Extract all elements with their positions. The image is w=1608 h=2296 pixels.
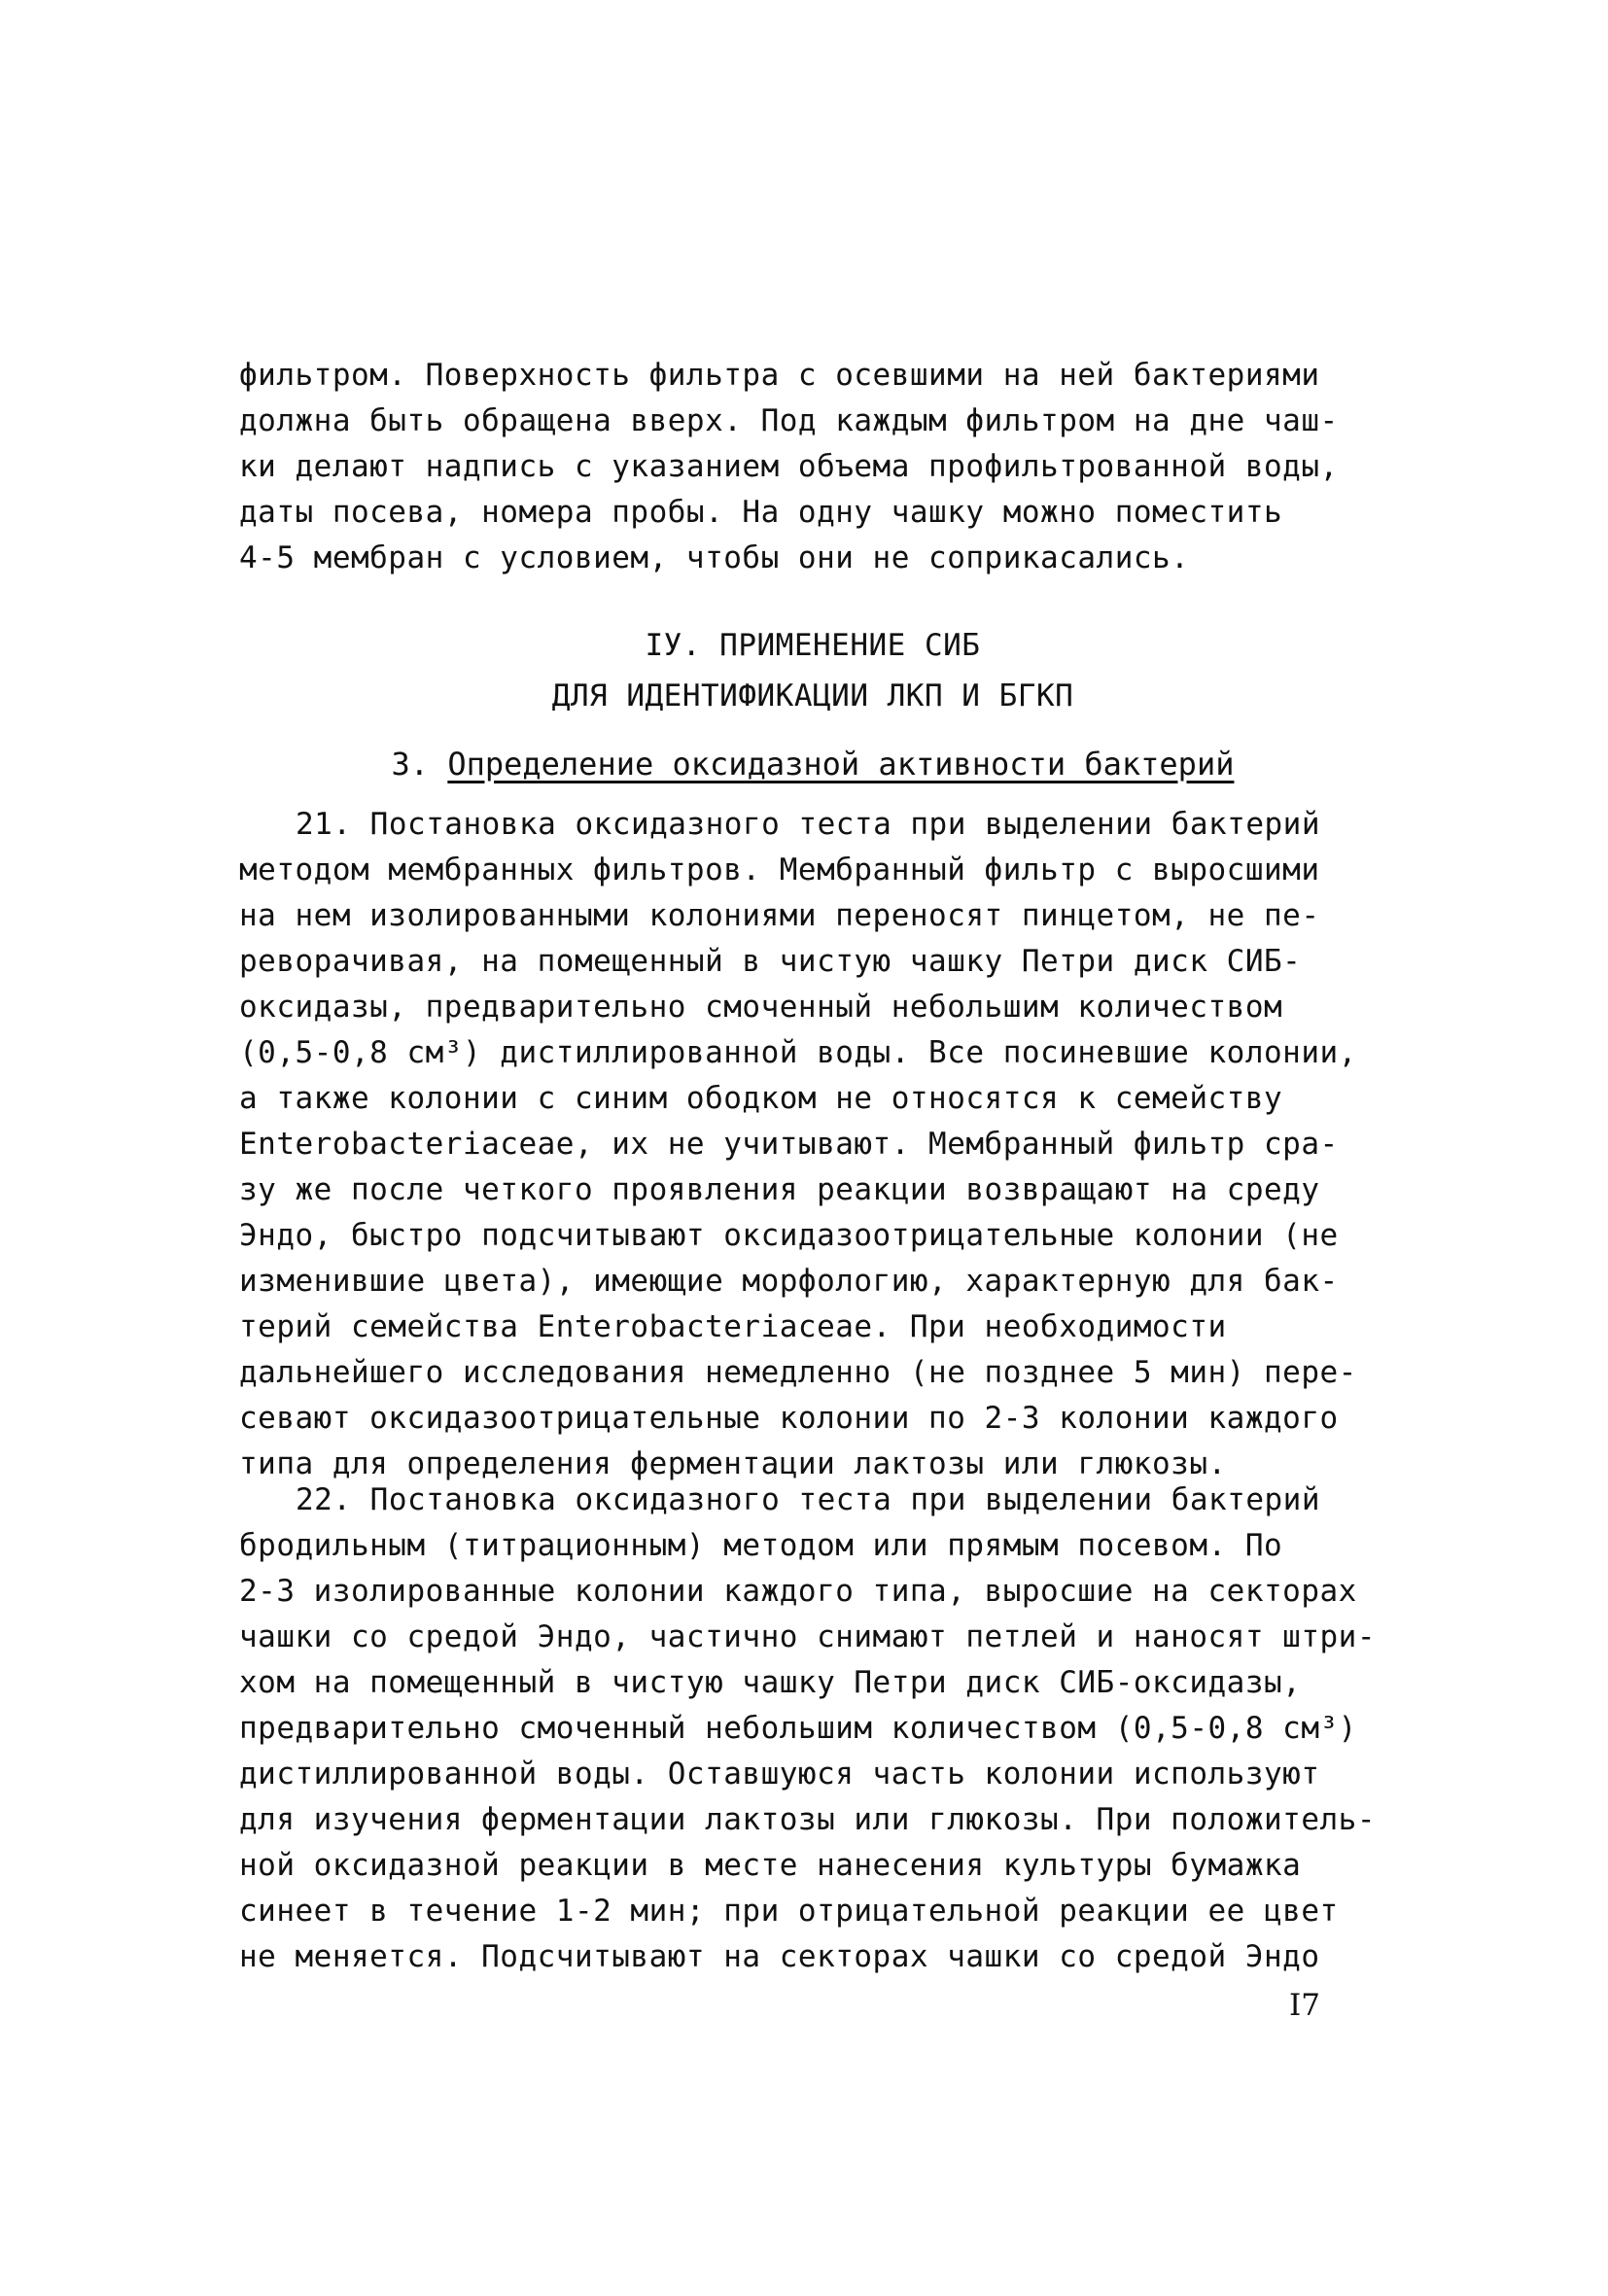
text-line: ки делают надпись с указанием объема профильтрованной воды, [239, 449, 1339, 484]
text-line: 2-3 изолированные колонии каждого типа, выросшие на секторах [239, 1574, 1357, 1609]
text-line: фильтром. Поверхность фильтра с осевшими на ней бактериями [239, 358, 1320, 393]
intro-paragraph [239, 353, 1386, 581]
text-line: ной оксидазной реакции в месте нанесения культуры бумажка [239, 1848, 1302, 1883]
text-line: дистиллированной воды. Оставшуюся часть колонии используют [239, 1757, 1320, 1792]
text-line: 4-5 мембран с условием, чтобы они не соприкасались. [239, 540, 1190, 575]
text-line: зу же после четкого проявления реакции возвращают на среду [239, 1172, 1320, 1207]
section-heading-line2: ДЛЯ ИДЕНТИФИКАЦИИ ЛКП И БГКП [551, 678, 1074, 713]
text-line: севают оксидазоотрицательные колонии по 2-3 колонии каждого [239, 1401, 1339, 1436]
text-line: должна быть обращена вверх. Под каждым фильтром на дне чаш- [239, 403, 1339, 438]
subsection-title: Определение оксидазной активности бактерий [447, 746, 1235, 783]
text-line: синеет в течение 1-2 мин; при отрицательной реакции ее цвет [239, 1894, 1339, 1929]
section-heading-line1: IУ. ПРИМЕНЕНИЕ СИБ [645, 628, 981, 663]
text-line: 22. Постановка оксидазного теста при выделении бактерий [296, 1482, 1320, 1517]
text-line: методом мембранных фильтров. Мембранный фильтр с выросшими [239, 852, 1320, 887]
text-line: реворачивая, на помещенный в чистую чашку Петри диск СИБ- [239, 944, 1302, 979]
text-line: терий семейства Enterobacteriaceae. При необходимости [239, 1309, 1227, 1344]
section-heading [239, 620, 1386, 721]
text-line: оксидазы, предварительно смоченный небольшим количеством [239, 990, 1283, 1025]
text-line: а также колонии с синим ободком не относятся к семейству [239, 1081, 1283, 1116]
text-line: чашки со средой Эндо, частично снимают петлей и наносят штри- [239, 1619, 1376, 1654]
text-line: даты посева, номера пробы. На одну чашку можно поместить [239, 495, 1283, 530]
text-line: Эндо, быстро подсчитывают оксидазоотрицательные колонии (не [239, 1218, 1339, 1253]
page-number: I7 [1289, 1988, 1320, 2023]
text-line: (0,5-0,8 см³) дистиллированной воды. Все посиневшие колонии, [239, 1035, 1357, 1070]
text-line: предварительно смоченный небольшим количеством (0,5-0,8 см³) [239, 1711, 1357, 1746]
subsection-heading [239, 741, 1386, 787]
text-line: для изучения ферментации лактозы или глюкозы. При положитель- [239, 1802, 1376, 1837]
text-line: хом на помещенный в чистую чашку Петри диск СИБ-оксидазы, [239, 1665, 1302, 1700]
paragraph-22 [239, 1478, 1386, 1980]
text-line: не меняется. Подсчитывают на секторах чашки со средой Эндо [239, 1939, 1320, 1974]
text-line: 21. Постановка оксидазного теста при выделении бактерий [296, 807, 1320, 842]
text-line: Enterobacteriaceae, их не учитывают. Мембранный фильтр сра- [239, 1127, 1339, 1162]
text-line: изменившие цвета), имеющие морфологию, характерную для бак- [239, 1264, 1339, 1299]
paragraph-21 [239, 802, 1386, 1487]
text-line: типа для определения ферментации лактозы или глюкозы. [239, 1446, 1227, 1481]
text-line: дальнейшего исследования немедленно (не позднее 5 мин) пере- [239, 1355, 1357, 1390]
text-line: на нем изолированными колониями переносят пинцетом, не пе- [239, 898, 1320, 933]
subsection-number: 3. [391, 746, 430, 783]
text-line: бродильным (титрационным) методом или прямым посевом. По [239, 1528, 1283, 1563]
